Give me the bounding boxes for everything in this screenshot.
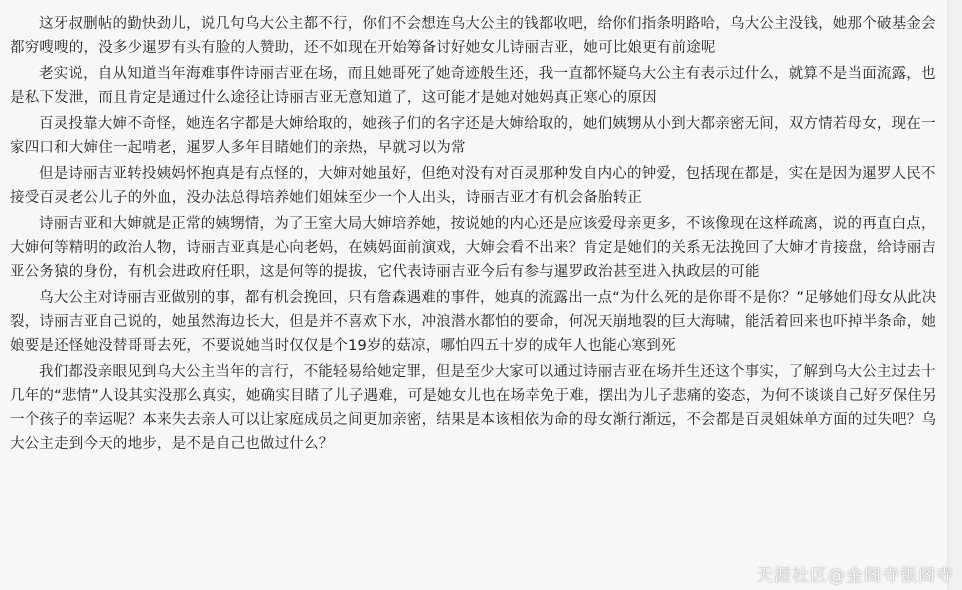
post-paragraph-3: 百灵投靠大婶不奇怪，她连名字都是大婶给取的，她孩子们的名字还是大婶给取的，她们姨甥从小到大都亲密无间，双方情若母女，现在一家四口和大婶住一起啃老，暹罗人多年目睹她们的亲热，早就习以为常 [10,116,936,156]
scrollbar-track[interactable] [948,0,962,590]
post-paragraph-6: 乌大公主对诗丽吉亚做别的事，都有机会挽回，只有詹森遇难的事件，她真的流露出一点“为什么死的是你哥不是你？”足够她们母女从此决裂，诗丽吉亚自己说的，她虽然海边长大，但是并不喜欢下水，冲浪潜水都怕的要命，何况天崩地裂的巨大海啸，能活着回来也吓掉半条命，她娘要是还怪她没替哥哥去死，不要说她当时仅仅是个19岁的菇凉，哪怕四五十岁的成年人也能心寒到死 [10,290,937,354]
post-paragraph-2: 老实说，自从知道当年海难事件诗丽吉亚在场，而且她哥死了她奇迹般生还，我一直都怀疑乌大公主有表示过什么，就算不是当面流露，也是私下发泄，而且肯定是通过什么途径让诗丽吉亚无意知道了，这可能才是她对她妈真正寒心的原因 [10,66,936,106]
post-paragraph-4: 但是诗丽吉亚转投姨妈怀抱真是有点怪的，大婶对她虽好，但绝对没有对百灵那种发自内心的钟爱，包括现在都是，实在是因为暹罗人民不接受百灵老公儿子的外血，没办法总得培养她们姐妹至少一个人出头，诗丽吉亚才有机会备胎转正 [10,166,936,206]
post-paragraph-1: 这牙叔删帖的勤快劲儿，说几句乌大公主都不行，你们不会想连乌大公主的钱都收吧，给你们指条明路哈，乌大公主没钱，她那个破基金会都穷嗖嗖的，没多少暹罗有头有脸的人赞助，还不如现在开始筹备讨好她女儿诗丽吉亚，她可比娘更有前途呢 [10,16,936,56]
post-paragraph-5: 诗丽吉亚和大婶就是正常的姨甥情，为了王室大局大婶培养她，按说她的内心还是应该爱母亲更多，不该像现在这样疏离，说的再直白点，大婶何等精明的政治人物，诗丽吉亚真是心向老妈，在姨妈面前演戏，大婶会看不出来？肯定是她们的关系无法挽回了大婶才肯接盘，给诗丽吉亚公务猿的身份，有机会进政府任职，这是何等的提拔，它代表诗丽吉亚今后有参与暹罗政治甚至进入执政层的可能 [10,216,937,280]
site-watermark: 天涯社区@金阁寺银阁寺 [756,566,954,586]
post-paragraph-7: 我们都没亲眼见到乌大公主当年的言行，不能轻易给她定罪，但是至少大家可以通过诗丽吉亚在场并生还这个事实，了解到乌大公主过去十几年的“悲情”人设其实没那么真实，她确实目睹了儿子遇难，可是她女儿也在场幸免于难，摆出为儿子悲痛的姿态，为何不谈谈自己好歹保住另一个孩子的幸运呢？本来失去亲人可以让家庭成员之间更加亲密，结果是本该相依为命的母女渐行渐远，不会都是百灵姐妹单方面的过失吧？乌大公主走到今天的地步，是不是自己也做过什么？ [10,364,937,452]
